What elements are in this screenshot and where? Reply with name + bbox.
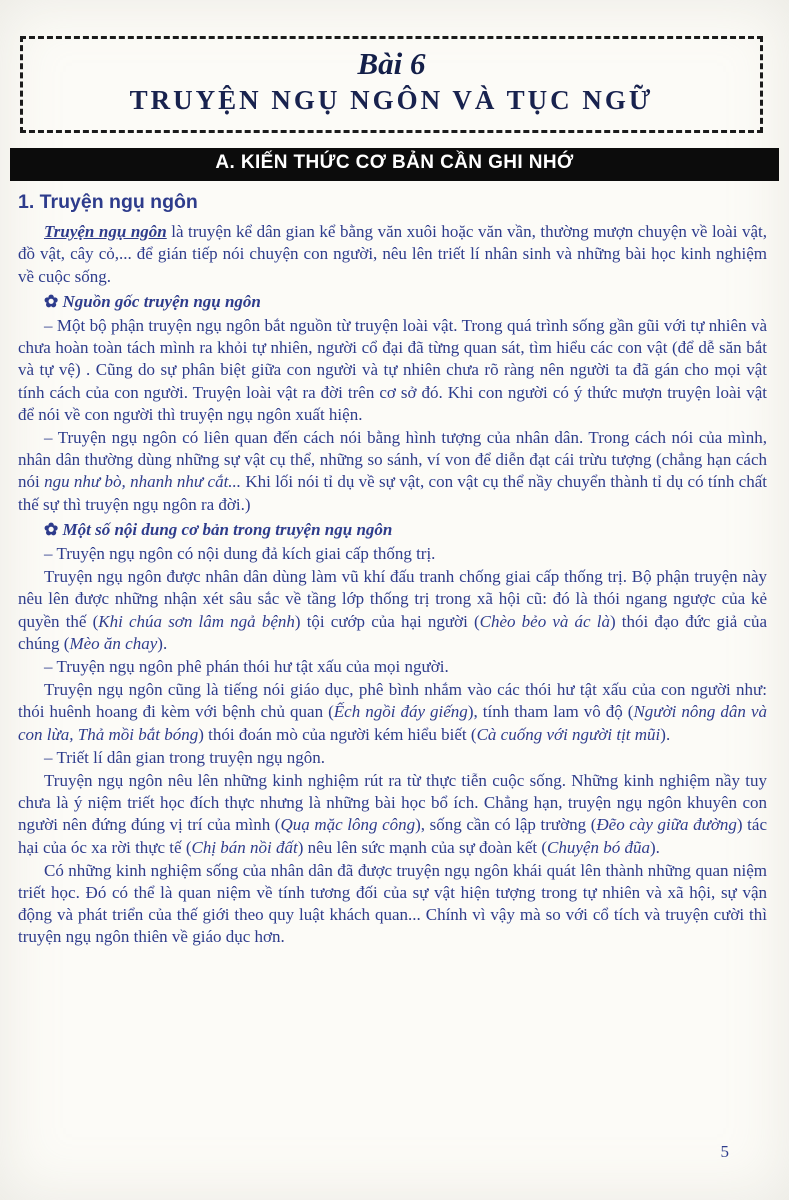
text-run: Truyện ngụ ngôn được nhân dân dùng làm vũ khí đấu tranh chống giai cấp thống trị. Bộ phận truyện này nêu lên được những nhận xét sâu sắc về tầng lớp thống trị trong xã hội cũ: đó là thói ngang ngược của kẻ quyền thế ( xyxy=(18,567,767,631)
paragraph xyxy=(18,656,767,678)
text-run: Truyện ngụ ngôn nêu lên những kinh nghiệm rút ra từ thực tiễn cuộc sống. Những kinh nghiệm nầy tuy chưa là ý niệm triết học đích thực nhưng là những bài học bổ ích. Chẳng hạn, truyện ngụ ngôn khuyên con người nên đứng đúng vị trí của mình ( xyxy=(18,770,767,835)
text-run: – Truyện ngụ ngôn có liên quan đến cách nói bằng hình tượng của nhân dân. Trong cách nói của mình, nhân dân thường dùng những sự vật cụ thể, những so sánh, ví von để diễn đạt cái trừu tượng (chẳng hạn cách nói xyxy=(18,427,767,492)
text-run: ) nêu lên sức mạnh của sự đoàn kết ( xyxy=(297,837,548,857)
text-run: Ếch ngồi đáy giếng xyxy=(333,702,468,722)
lesson-number: Bài 6 xyxy=(357,46,426,81)
section-header-bar xyxy=(10,148,779,181)
text-run: Chèo bẻo và ác là xyxy=(479,611,610,631)
text-run: Khi lối nói tỉ dụ về sự vật, con vật cụ thể nầy chuyển thành tỉ dụ có tính chất thế sự thì truyện ngụ ngôn ra đời.) xyxy=(18,472,767,514)
text-run: ) tác hại của óc xa rời thực tế ( xyxy=(18,815,767,857)
text-run: Nguồn gốc truyện ngụ ngôn xyxy=(62,291,261,311)
text-run: ), tính tham lam vô độ ( xyxy=(467,702,634,722)
lesson-title-box xyxy=(20,36,763,133)
text-run: là truyện kể dân gian kể bằng văn xuôi hoặc văn vần, thường mượn chuyện về loài vật, đồ vật, cây cỏ,... để gián tiếp nói chuyện con người, nêu lên triết lí nhân sinh và những bài học kinh nghiệm về cuộc sống. xyxy=(18,222,767,286)
text-run: Người nông dân và con lừa, Thả mồi bắt bóng xyxy=(18,702,767,744)
text-run: – Một bộ phận truyện ngụ ngôn bắt nguồn từ truyện loài vật. Trong quá trình sống gần gũi với tự nhiên và chưa hoàn toàn tách mình ra khỏi tự nhiên, người cổ đại đã từng quan sát, tìm hiểu các con vật (để dễ săn bắt và tự vệ) . Cũng do sự phân biệt giữa con người và tự nhiên chưa rõ ràng nên người ta đã gán cho mọi vật tính cách của con người. Truyện loài vật ra đời trên cơ sở đó. Khi con người có ý thức mượn truyện loài vật để nói về con người thì truyện ngụ ngôn xuất hiện. xyxy=(18,315,767,424)
paragraph xyxy=(18,566,767,655)
content-body xyxy=(18,221,767,949)
text-run: – Triết lí dân gian trong truyện ngụ ngôn. xyxy=(44,747,325,767)
flower-bullet: ✿ xyxy=(44,519,63,539)
section-header-text: A. KIẾN THỨC CƠ BẢN CẦN GHI NHỚ xyxy=(215,152,574,174)
text-run: Một số nội dung cơ bản trong truyện ngụ ngôn xyxy=(62,519,393,539)
paragraph xyxy=(18,770,767,859)
text-run: Truyện ngụ ngôn cũng là tiếng nói giáo dục, phê bình nhắm vào các thói hư tật xấu của con người như: thói huênh hoang đi kèm với bệnh chủ quan ( xyxy=(18,680,767,722)
text-run: ) thói đạo đức giả của chúng ( xyxy=(18,611,767,653)
paragraph xyxy=(18,427,767,516)
content-heading: 1. Truyện ngụ ngôn xyxy=(18,191,198,214)
text-run: ). xyxy=(157,633,168,653)
flower-bullet: ✿ xyxy=(44,291,63,311)
text-run: ). xyxy=(649,837,660,857)
text-run: ) thói đoán mò của người kém hiểu biết ( xyxy=(198,724,477,744)
text-run: Mèo ăn chay xyxy=(69,633,158,653)
text-run: Cà cuống với người tịt mũi xyxy=(476,724,661,744)
text-run: ngu như bò, nhanh như cắt... xyxy=(44,472,242,492)
paragraph xyxy=(18,679,767,746)
page-number: 5 xyxy=(720,1142,729,1161)
paragraph xyxy=(18,747,767,769)
paragraph xyxy=(18,221,767,288)
text-run: Chị bán nồi đất xyxy=(191,837,298,857)
text-run: – Truyện ngụ ngôn có nội dung đả kích giai cấp thống trị. xyxy=(44,543,436,563)
paragraph xyxy=(18,860,767,949)
content-area xyxy=(18,191,767,949)
subheading xyxy=(18,519,767,541)
text-run: Truyện ngụ ngôn xyxy=(44,222,167,242)
text-run: ), sống cần có lập trường ( xyxy=(415,815,597,835)
text-run: Quạ mặc lông công xyxy=(280,815,416,835)
text-run: Khi chúa sơn lâm ngả bệnh xyxy=(98,611,295,631)
subheading xyxy=(18,291,767,313)
lesson-title: TRUYỆN NGỤ NGÔN VÀ TỤC NGỮ xyxy=(129,85,654,116)
paragraph xyxy=(18,315,767,426)
text-run: Có những kinh nghiệm sống của nhân dân đã được truyện ngụ ngôn khái quát lên thành những quan niệm triết học. Đó có thể là quan niệm về tính tương đối của sự vật hiện tượng trong tự nhiên và xã hội, sự vận động và phát triển của thế giới theo quy luật khách quan... Chính vì vậy mà so với cổ tích và truyện cười thì truyện ngụ ngôn thiên về giáo dục hơn. xyxy=(18,860,767,947)
text-run: Chuyện bó đũa xyxy=(547,837,650,857)
text-run: ). xyxy=(660,724,671,744)
text-run: – Truyện ngụ ngôn phê phán thói hư tật xấu của mọi người. xyxy=(44,656,449,676)
paragraph xyxy=(18,543,767,565)
text-run: ) tội cướp của hại người ( xyxy=(294,611,480,631)
text-run: Đẽo cày giữa đường xyxy=(596,815,737,835)
